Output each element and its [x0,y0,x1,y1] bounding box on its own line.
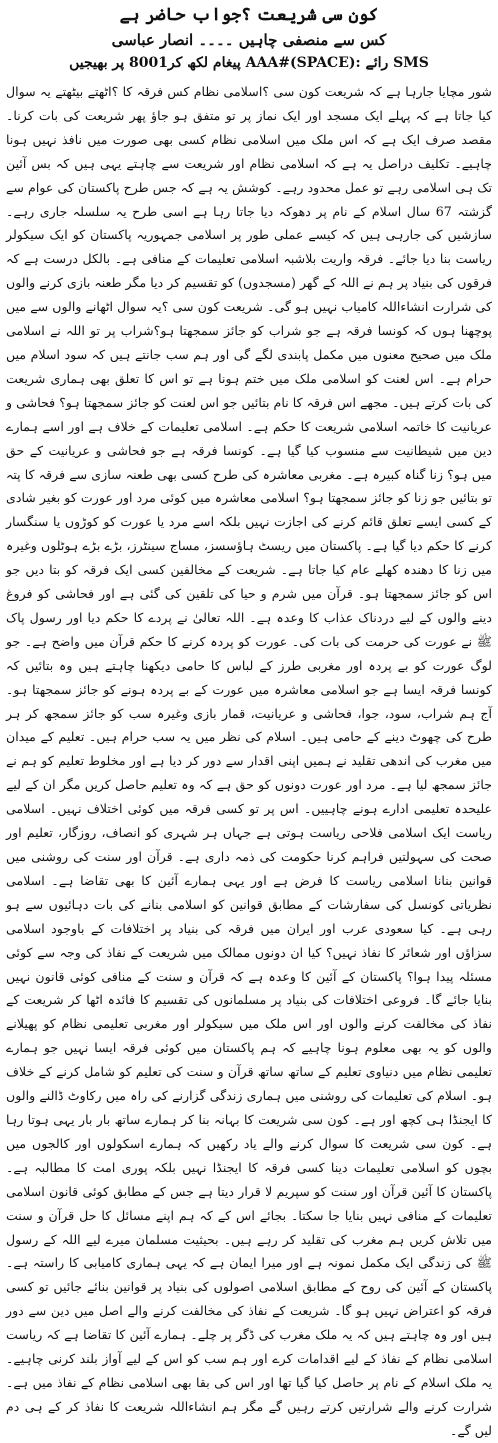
byline: کس سے منصفی چاہیں ۔۔۔۔ انصار عباسی [111,31,387,49]
headline: کون سی شریعت ؟جواب حاضر ہے [119,5,379,25]
sms-prompt: SMS رائے :(SPACE)#AAA پیغام لکھ کر8001 پر بھیجیں [69,55,429,71]
article-body [6,80,493,1438]
body-paragraph: شور مچایا جارہا ہے کہ شریعت کون سی ؟اسلامی نظام کس فرقہ کا ؟اٹھتے بیٹھتے یہ سوال کیا جاتا ہے کہ پہلے ایک مسجد اور ایک نماز پر تو متفق ہو جاؤ پھر شریعت کی بات کرنا۔ مقصد صرف ایک ہے کہ اس ملک میں اسلامی نظام کسی بھی صورت میں نافذ نہیں ہونا چاہیے۔ تکلیف دراصل یہ ہے کہ اسلامی نظام اور شریعت سے چاہتے یہی ہیں کہ بس آئین تک ہی اسلامی رہے تو عمل محدود رہے۔ کوشش یہ ہے کہ جس طرح پاکستان کی عوام سے گزشتہ 67 سال اسلام کے نام پر دھوکہ دیا جاتا رہا ہے اسی طرح یہ سلسلہ جاری رہے۔ سازشیں کی جارہی ہیں کہ کیسے عملی طور پر اسلامی جمہوریہ پاکستان کو ایک سیکولر ریاست بنا دیا جائے۔ فرقہ واریت بلاشبہ اسلامی تعلیمات کے منافی ہے۔ بالکل درست ہے کہ فرقوں کی بنیاد پر ہم نے اللہ کے گھر (مسجدوں) کو تقسیم کر دیا مگر طعنہ بازی کرنے والوں کی شرارت انشاءاللہ کامیاب نہیں ہو گی۔ شریعت کون سی ؟یہ سوال اٹھانے والوں سے میں پوچھنا ہوں کہ کونسا فرقہ ہے جو شراب کو جائز سمجھتا ہو؟شراب پر تو اللہ نے اسلامی ملک میں صحیح معنوں میں مکمل پابندی لگے گی اور ہم سب جانتے ہیں کہ سود اسلام میں حرام ہے۔ اس لعنت کو اسلامی ملک میں ختم ہونا ہے تو اس کا تعلق بھی ہماری شریعت کی بات کرتے ہیں۔ مجھے اس فرقہ کا نام بتائیں جو اس لعنت کو جائز سمجھتا ہو؟ فحاشی و عریانیت کا خاتمہ اسلامی شریعت کا حکم ہے۔ اسلامی تعلیمات کے خلاف ہے اور اسے ہمارے دین میں شیطانیت سے منسوب کیا گیا ہے۔ کونسا فرقہ ہے جو فحاشی و عریانیت کے حق میں ہو؟ زنا گناہ کبیرہ ہے۔ مغربی معاشرہ کی طرح کسی بھی طعنہ سازی سے فرقہ کا پتہ تو بتائیں جو زنا کو جائز سمجھتا ہو؟ اسلامی معاشرہ میں کوئی مرد اور عورت کو بغیر شادی کے کسی ایسے تعلق قائم کرنے کی اجازت نہیں بلکہ اسے مرد یا عورت کو کوڑوں یا سنگسار کرنے کا حکم دیا گیا ہے۔ پاکستان میں ریسٹ ہاؤسسز، مساج سینٹرز، بڑے بڑے ہوٹلوں وغیرہ میں زنا کا دھندہ کھلے عام کیا جاتا ہے۔ شریعت کے مخالفین کسی ایک فرقہ کو بتا دیں جو اس کو جائز سمجھتا ہو۔ قرآن میں شرم و حیا کی تلقین کی گئی ہے اور فحاشی کو فروغ دینے والوں کے لیے دردناک عذاب کا وعدہ ہے۔ اللہ تعالیٰ نے پردے کا حکم دیا اور رسول پاک ﷺ نے عورت کی حرمت کی بات کی۔ عورت کو پردہ کرنے کا حکم قرآن میں واضح ہے۔ جو لوگ عورت کو بے پردہ اور مغربی طرز کے لباس کا حامی دیکھنا چاہتے ہیں وہ بتائیں کہ کونسا فرقہ ایسا ہے جو اسلامی معاشرہ میں عورت کے بے پردہ ہونے کو جائز سمجھتا ہو۔ آج ہم شراب، سود، جوا، فحاشی و عریانیت، قمار بازی وغیرہ سب کو جائز سمجھ کر ہر طرح کی چھوٹ دینے کے حامی ہیں۔ اسلام کی نظر میں یہ سب حرام ہیں۔ تعلیم کے میدان میں مغرب کی اندھی تقلید نے ہمیں اپنی اقدار سے دور کر دیا ہے اور مخلوط تعلیم کو ہم نے جائز سمجھ لیا ہے۔ مرد اور عورت دونوں کو حق ہے کہ وہ تعلیم حاصل کریں مگر ان کے لیے علیحدہ تعلیمی ادارے ہونے چاہییں۔ اس پر تو کسی فرقہ میں کوئی اختلاف نہیں۔ اسلامی ریاست ایک اسلامی فلاحی ریاست ہوتی ہے جہاں ہر شہری کو انصاف، روزگار، تعلیم اور صحت کی سہولتیں فراہم کرنا حکومت کی ذمہ داری ہے۔ قرآن اور سنت کی روشنی میں قوانین بنانا اسلامی ریاست کا فرض ہے اور یہی ہمارے آئین کا بھی تقاضا ہے۔ اسلامی نظریاتی کونسل کی سفارشات کے مطابق قوانین کو اسلامی بنانے کی بات دہائیوں سے ہو رہی ہے۔ کیا سعودی عرب اور ایران میں فرقہ کی بنیاد پر اختلافات کے باوجود اسلامی سزاؤں اور شعائر کا نفاذ نہیں؟ کیا ان دونوں ممالک میں شریعت کے نفاذ کی وجہ سے کوئی مسئلہ پیدا ہوا؟ پاکستان کے آئین کا وعدہ ہے کہ قرآن و سنت کے منافی کوئی قانون نہیں بنایا جائے گا۔ فروعی اختلافات کی بنیاد پر مسلمانوں کی تقسیم کا فائدہ اٹھا کر شریعت کے نفاذ کی مخالفت کرنے والوں اور اس ملک میں سیکولر اور مغربی تعلیمی نظام کو پھیلانے والوں کو یہ بھی معلوم ہونا چاہیے کہ ہم پاکستان میں کوئی فرقہ ایسا نہیں جو ہمارے تعلیمی نظام میں دنیاوی تعلیم کے ساتھ ساتھ قرآن و سنت کی تعلیم کو شامل کرنے کے خلاف ہو۔ اسلام کی تعلیمات کی روشنی میں ہماری زندگی گزارنے کی راہ میں رکاوٹ ڈالنے والوں کا ایجنڈا ہی کچھ اور ہے۔ کون سی شریعت کا بہانہ بنا کر ہمارے ساتھ بار بار یہی ہوتا رہا ہے۔ کون سی شریعت کا سوال کرنے والے یاد رکھیں کہ ہمارے اسکولوں اور کالجوں میں بچوں کو اسلامی تعلیمات دینا کسی فرقہ کا ایجنڈا نہیں بلکہ پوری امت کا مطالبہ ہے۔ پاکستان کا آئین قرآن اور سنت کو سپریم لا قرار دیتا ہے جس کے مطابق کوئی قانون اسلامی تعلیمات کے منافی نہیں بنایا جا سکتا۔ بجائے اس کے کہ ہم اپنے مسائل کا حل قرآن و سنت میں تلاش کریں ہم مغرب کی تقلید کر رہے ہیں۔ بحیثیت مسلمان میرے لیے اللہ کے رسول ﷺ کی زندگی ایک مکمل نمونہ ہے اور میرا ایمان ہے کہ یہی ہماری کامیابی کا راستہ ہے۔ پاکستان کے آئین کی روح کے مطابق اسلامی اصولوں کی بنیاد پر قوانین بنائے جائیں تو کسی فرقہ کو اعتراض نہیں ہو گا۔ شریعت کے نفاذ کی مخالفت کرنے والے اصل میں دین سے دور ہیں اور وہ چاہتے ہیں کہ یہ ملک مغرب کی ڈگر پر چلے۔ ہمارے آئین کا تقاضا ہے کہ ریاست اسلامی نظام کے نفاذ کے لیے اقدامات کرے اور ہم سب کو اس کے لیے آواز بلند کرنی چاہیے۔ یہ ملک اسلام کے نام پر حاصل کیا گیا تھا اور اس کی بقا بھی اسلامی نظام کے نفاذ میں ہے۔ شرارت کرنے والے شرارتیں کرتے رہیں گے مگر ہم انشاءاللہ شریعت کا نفاذ کر کے ہی دم لیں گے۔ [6,84,493,1438]
